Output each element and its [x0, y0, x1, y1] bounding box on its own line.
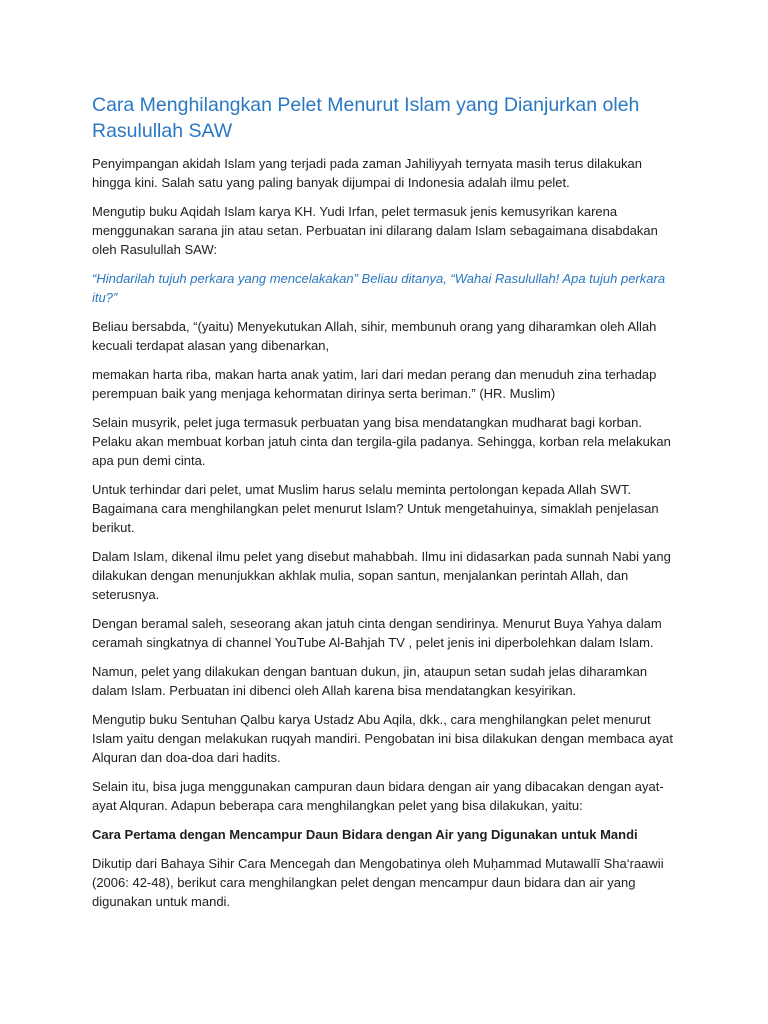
- paragraph-hadith-part-2: memakan harta riba, makan harta anak yatim, lari dari medan perang dan menuduh zina terhadap perempuan baik yang menjaga kehormatan dirinya serta beriman.” (HR. Muslim): [92, 367, 657, 401]
- hadith-quote: “Hindarilah tujuh perkara yang mencelakakan” Beliau ditanya, “Wahai Rasulullah! Apa tujuh perkara itu?”: [92, 271, 666, 305]
- paragraph-mudharat: Selain musyrik, pelet juga termasuk perbuatan yang bisa mendatangkan mudharat bagi korban. Pelaku akan membuat korban jatuh cinta dan tergila-gila padanya. Sehingga, korban rela melakukan apa pun demi cinta.: [92, 415, 671, 468]
- paragraph-intro: Penyimpangan akidah Islam yang terjadi pada zaman Jahiliyyah ternyata masih terus dilakukan hingga kini. Salah satu yang paling banyak dijumpai di Indonesia adalah ilmu pelet.: [92, 156, 642, 190]
- paragraph-aqidah-citation: Mengutip buku Aqidah Islam karya KH. Yudi Irfan, pelet termasuk jenis kemusyrikan karena menggunakan sarana jin atau setan. Perbuatan ini dilarang dalam Islam sebagaimana disabdakan oleh Rasulullah SAW:: [92, 204, 658, 257]
- paragraph-mahabbah: Dalam Islam, dikenal ilmu pelet yang disebut mahabbah. Ilmu ini didasarkan pada sunnah Nabi yang dilakukan dengan menunjukkan akhlak mulia, sopan santun, menjalankan perintah Allah, dan seterusnya.: [92, 549, 671, 602]
- paragraph-protection: Untuk terhindar dari pelet, umat Muslim harus selalu meminta pertolongan kepada Allah SWT. Bagaimana cara menghilangkan pelet menurut Islam? Untuk mengetahuinya, simaklah penjelasan berikut.: [92, 482, 659, 535]
- paragraph-amal-saleh: Dengan beramal saleh, seseorang akan jatuh cinta dengan sendirinya. Menurut Buya Yahya dalam ceramah singkatnya di channel YouTube Al-Bahjah TV , pelet jenis ini diperbolehkan dalam Islam.: [92, 616, 662, 650]
- paragraph-hadith-part-1: Beliau bersabda, “(yaitu) Menyekutukan Allah, sihir, membunuh orang yang diharamkan oleh Allah kecuali terdapat alasan yang dibenarkan,: [92, 319, 657, 353]
- article-title: Cara Menghilangkan Pelet Menurut Islam yang Dianjurkan oleh Rasulullah SAW: [92, 94, 640, 142]
- document-page: [92, 92, 676, 921]
- paragraph-ruqyah: Mengutip buku Sentuhan Qalbu karya Ustadz Abu Aqila, dkk., cara menghilangkan pelet menurut Islam yaitu dengan melakukan ruqyah mandiri. Pengobatan ini bisa dilakukan dengan membaca ayat Alquran dan doa-doa dari hadits.: [92, 712, 674, 765]
- paragraph-first-method: Dikutip dari Bahaya Sihir Cara Mencegah dan Mengobatinya oleh Muḥammad Mutawallī Sha‘raawii (2006: 42-48), berikut cara menghilangkan pelet dengan mencampur daun bidara dan air yang digunakan untuk mandi.: [92, 856, 664, 909]
- paragraph-daun-bidara: Selain itu, bisa juga menggunakan campuran daun bidara dengan air yang dibacakan dengan ayat-ayat Alquran. Adapun beberapa cara menghilangkan pelet yang bisa dilakukan, yaitu:: [92, 779, 664, 813]
- section-heading-first-method: Cara Pertama dengan Mencampur Daun Bidara dengan Air yang Digunakan untuk Mandi: [92, 827, 638, 842]
- paragraph-haram: Namun, pelet yang dilakukan dengan bantuan dukun, jin, ataupun setan sudah jelas diharamkan dalam Islam. Perbuatan ini dibenci oleh Allah karena bisa mendatangkan kesyirikan.: [92, 664, 648, 698]
